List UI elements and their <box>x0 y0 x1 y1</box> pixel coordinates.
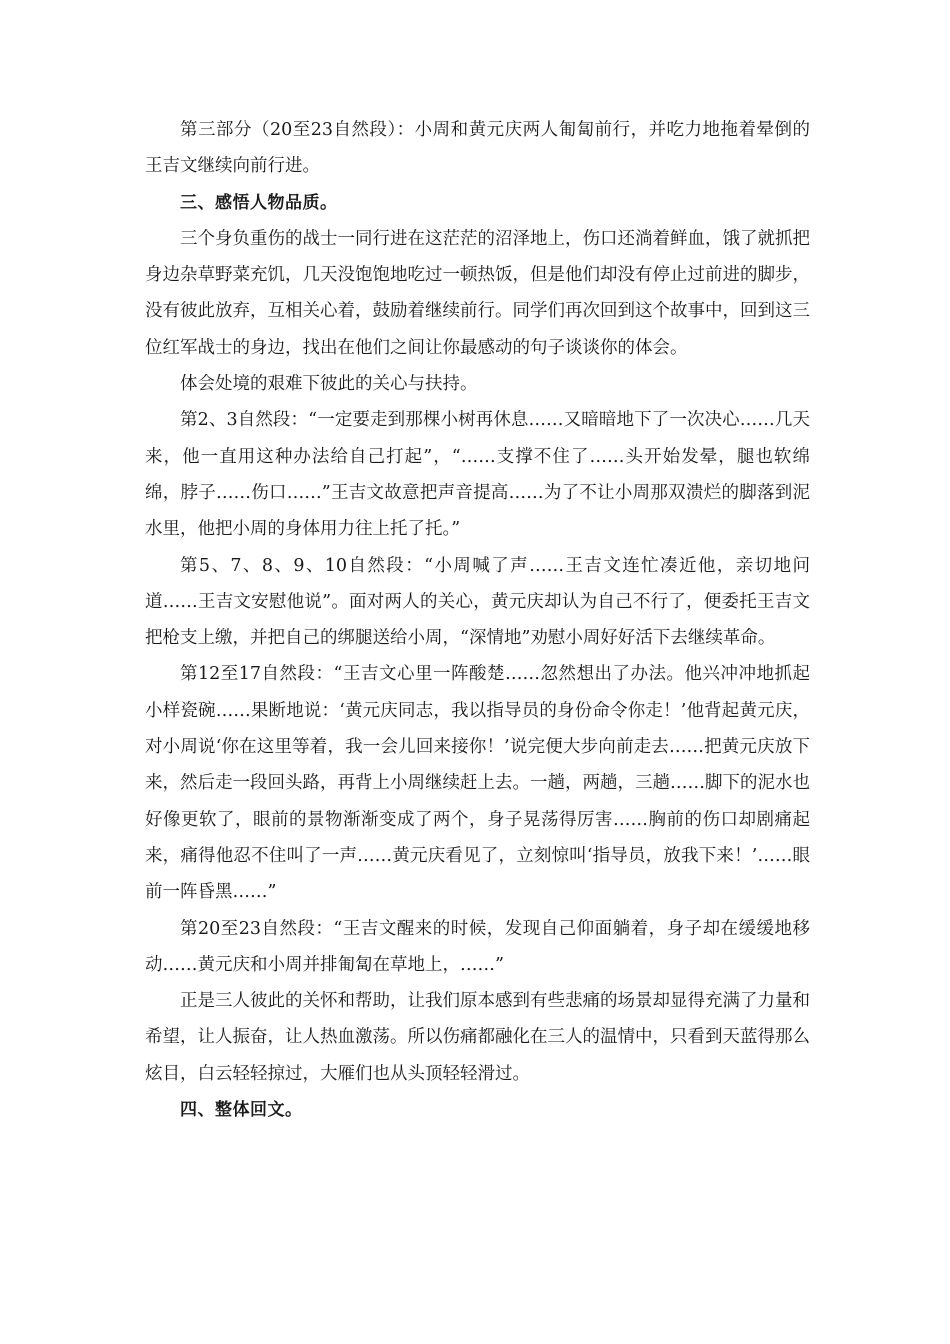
paragraph-conclusion: 正是三人彼此的关怀和帮助，让我们原本感到有些悲痛的场景却显得充满了力量和希望，让人振奋，让人热血激荡。所以伤痛都融化在三人的温情中，只看到天蓝得那么炫目，白云轻轻掠过，大雁们也从头顶轻轻滑过。 <box>145 991 810 1084</box>
paragraph-three-soldiers: 三个身负重伤的战士一同行进在这茫茫的沼泽地上，伤口还淌着鲜血，饿了就抓把身边杂草野菜充饥，几天没饱饱地吃过一顿热饭，但是他们却没有停止过前进的脚步，没有彼此放弃，互相关心着，鼓励着继续前行。同学们再次回到这个故事中，回到这三位红军战士的身边，找出在他们之间让你最感动的句子谈谈你的体会。 <box>145 228 810 358</box>
paragraph-section-20-23: 第20至23自然段：“王吉文醒来的时候，发现自己仰面躺着，身子却在缓缓地移动……黄元庆和小周并排匍匐在草地上，……” <box>145 918 810 975</box>
section-heading-character-qualities: 三、感悟人物品质。 <box>180 192 338 213</box>
paragraph-part-three-summary: 第三部分（20至23自然段）：小周和黄元庆两人匍匐前行，并吃力地拖着晕倒的王吉文继续向前行进。 <box>145 120 810 177</box>
paragraph-care-and-support: 体会处境的艰难下彼此的关心与扶持。 <box>180 374 478 395</box>
paragraph-section-12-17: 第12至17自然段：“王吉文心里一阵酸楚……忽然想出了办法。他兴冲冲地抓起小样瓷碗……果断地说：‘黄元庆同志，我以指导员的身份命令你走！’他背起黄元庆，对小周说‘你在这里等着，我一会儿回来接你！’说完便大步向前走去……把黄元庆放下来，然后走一段回头路，再背上小周继续赶上去。一趟，两趟，三趟……脚下的泥水也好像更软了，眼前的景物渐渐变成了两个，身子晃荡得厉害……胸前的伤口却剧痛起来，痛得他忍不住叫了一声……黄元庆看见了，立刻惊叫‘指导员，放我下来！’……眼前一阵昏黑……” <box>145 664 810 903</box>
paragraph-section-2-3: 第2、3自然段：“一定要走到那棵小树再休息……又暗暗地下了一次决心……几天来，他一直用这种办法给自己打起”，“……支撑不住了……头开始发晕，腿也软绵绵，脖子……伤口……”王吉文故意把声音提高……为了不让小周那双溃烂的脚落到泥水里，他把小周的身体用力往上托了托。” <box>145 410 810 540</box>
document-body <box>145 112 810 1128</box>
paragraph-section-5-10: 第5、7、8、9、10自然段：“小周喊了声……王吉文连忙凑近他，亲切地问道……王吉文安慰他说”。面对两人的关心，黄元庆却认为自己不行了，便委托王吉文把枪支上缴，并把自己的绑腿送给小周，“深情地”劝慰小周好好活下去继续革命。 <box>145 555 810 649</box>
section-heading-review-text: 四、整体回文。 <box>180 1100 303 1121</box>
